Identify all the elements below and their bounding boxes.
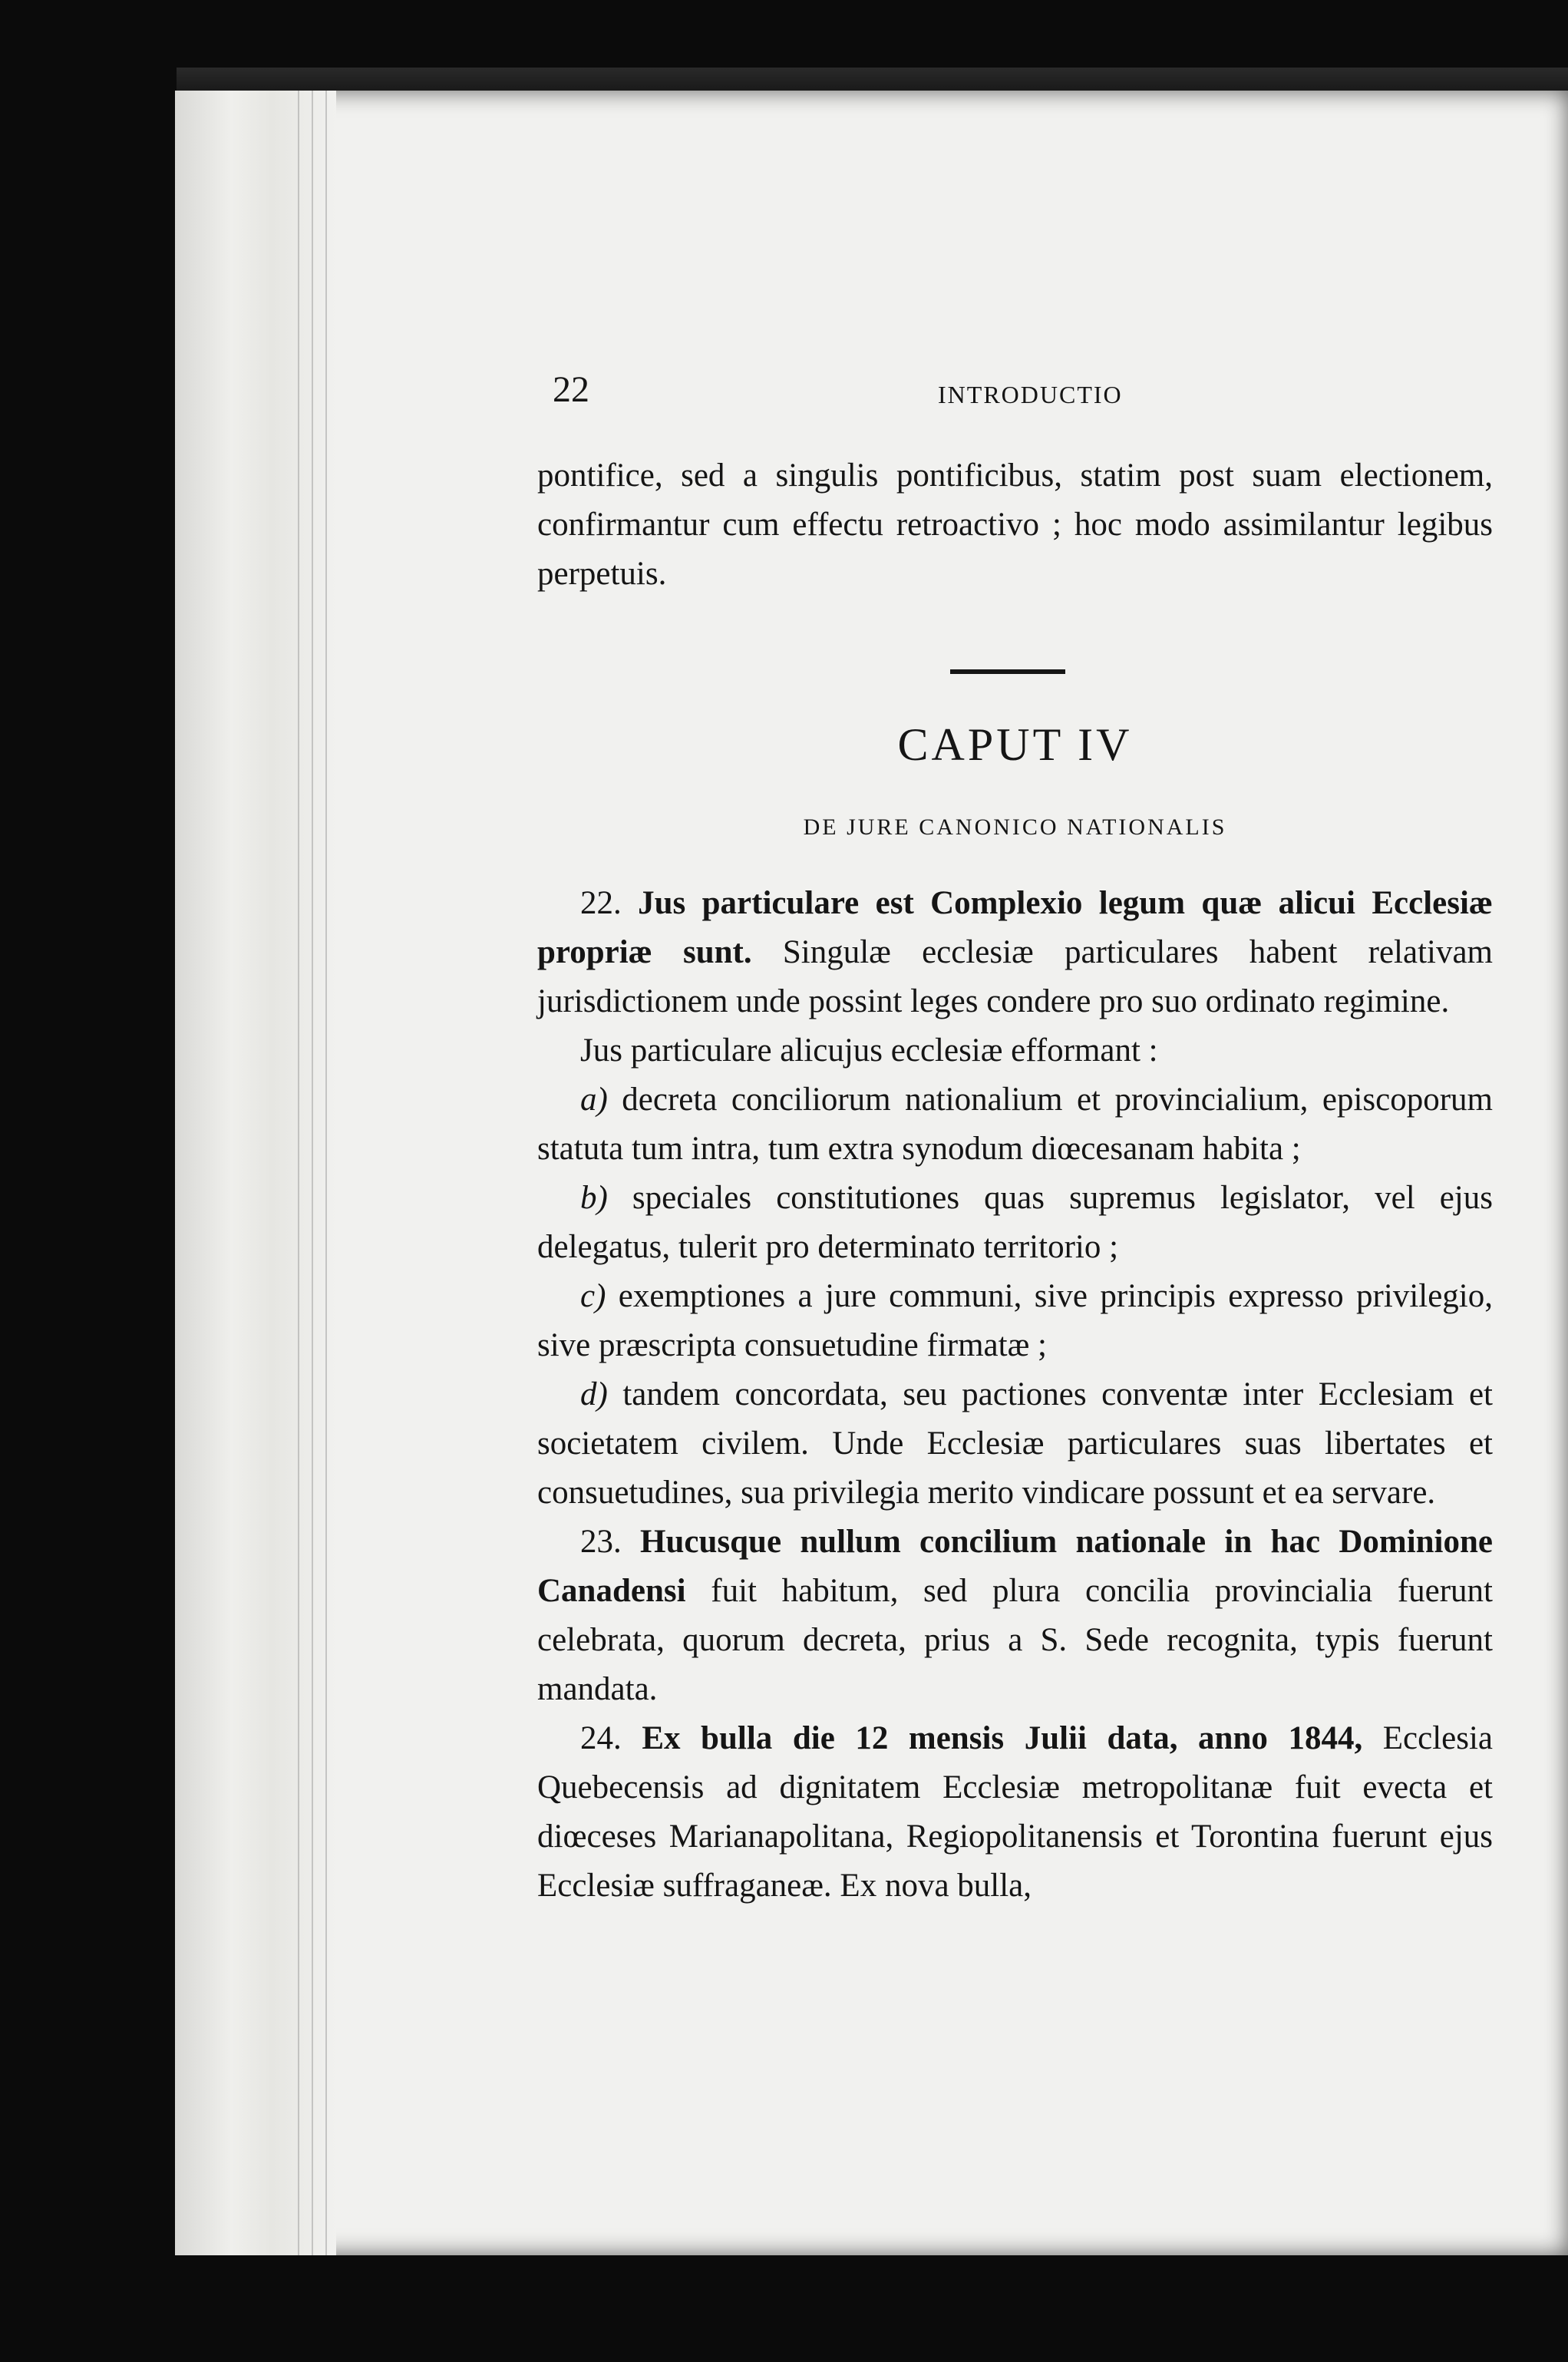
page-number: 22 bbox=[553, 369, 589, 410]
list-item-a bbox=[537, 1075, 1493, 1174]
list-item-b-label: b) bbox=[580, 1180, 608, 1216]
section-23-text: fuit habitum, sed plura concilia provincialia fuerunt celebrata, quorum decreta, prius a S. Sede recognita, typis fuerunt mandata. bbox=[537, 1573, 1493, 1707]
list-item-a-text: decreta conciliorum nationalium et provincialium, episcoporum statuta tum intra, tum extra synodum diœcesanam habita ; bbox=[537, 1082, 1493, 1167]
list-item-c bbox=[537, 1272, 1493, 1370]
section-24-text: Ecclesia Quebecensis ad dignitatem Ecclesiæ metropolitanæ fuit evecta et diœceses Marianapolitana, Regiopolitanensis et Torontina fuerunt ejus Ecclesiæ suffraganeæ. Ex nova bulla, bbox=[537, 1720, 1493, 1904]
section-24 bbox=[537, 1714, 1493, 1911]
list-item-d bbox=[537, 1370, 1493, 1518]
section-24-heading: Ex bulla die 12 mensis Julii data, anno 1844, bbox=[642, 1720, 1363, 1756]
list-item-c-text: exemptiones a jure communi, sive principis expresso privilegio, sive præscripta consuetudine firmatæ ; bbox=[537, 1278, 1493, 1363]
chapter-subtitle: DE JURE CANONICO NATIONALIS bbox=[803, 814, 1227, 840]
section-22 bbox=[537, 879, 1493, 1026]
section-23-heading: Hucusque nullum concilium nationale in hac Dominione Canadensi bbox=[537, 1524, 1494, 1609]
section-23 bbox=[537, 1518, 1493, 1714]
list-item-b bbox=[537, 1174, 1493, 1272]
chapter-title: CAPUT IV bbox=[897, 719, 1133, 770]
list-item-c-label: c) bbox=[580, 1278, 606, 1314]
section-23-number: 23. bbox=[580, 1524, 622, 1560]
list-item-d-text: tandem concordata, seu pactiones conventæ inter Ecclesiam et societatem civilem. Unde Ecclesiæ particulares suas libertates et consuetudines, sua privilegia merito vindicare possunt et ea servare. bbox=[537, 1376, 1493, 1511]
page-text bbox=[537, 368, 1493, 1911]
list-intro: Jus particulare alicujus ecclesiæ efformant : bbox=[580, 1032, 1158, 1069]
section-22-heading: Jus particulare est Complexio legum quæ alicui Ecclesiæ propriæ sunt. bbox=[537, 885, 1493, 970]
list-item-b-text: speciales constitutiones quas supremus legislator, vel ejus delegatus, tulerit pro determinato territorio ; bbox=[537, 1180, 1493, 1265]
intro-paragraph: pontifice, sed a singulis pontificibus, statim post suam electionem, confirmantur cum effectu retroactivo ; hoc modo assimilantur legibus perpetuis. bbox=[537, 458, 1493, 592]
section-22-number: 22. bbox=[580, 885, 622, 921]
running-title: INTRODUCTIO bbox=[938, 381, 1123, 408]
section-22-text: Singulæ ecclesiæ particulares habent relativam jurisdictionem unde possint leges condere pro suo ordinato regimine. bbox=[537, 934, 1493, 1019]
section-24-number: 24. bbox=[580, 1720, 622, 1756]
list-item-a-label: a) bbox=[580, 1082, 608, 1118]
binding-gutter bbox=[175, 91, 336, 2255]
page-header bbox=[537, 368, 1493, 430]
list-item-d-label: d) bbox=[580, 1376, 608, 1412]
section-divider bbox=[950, 669, 1065, 674]
